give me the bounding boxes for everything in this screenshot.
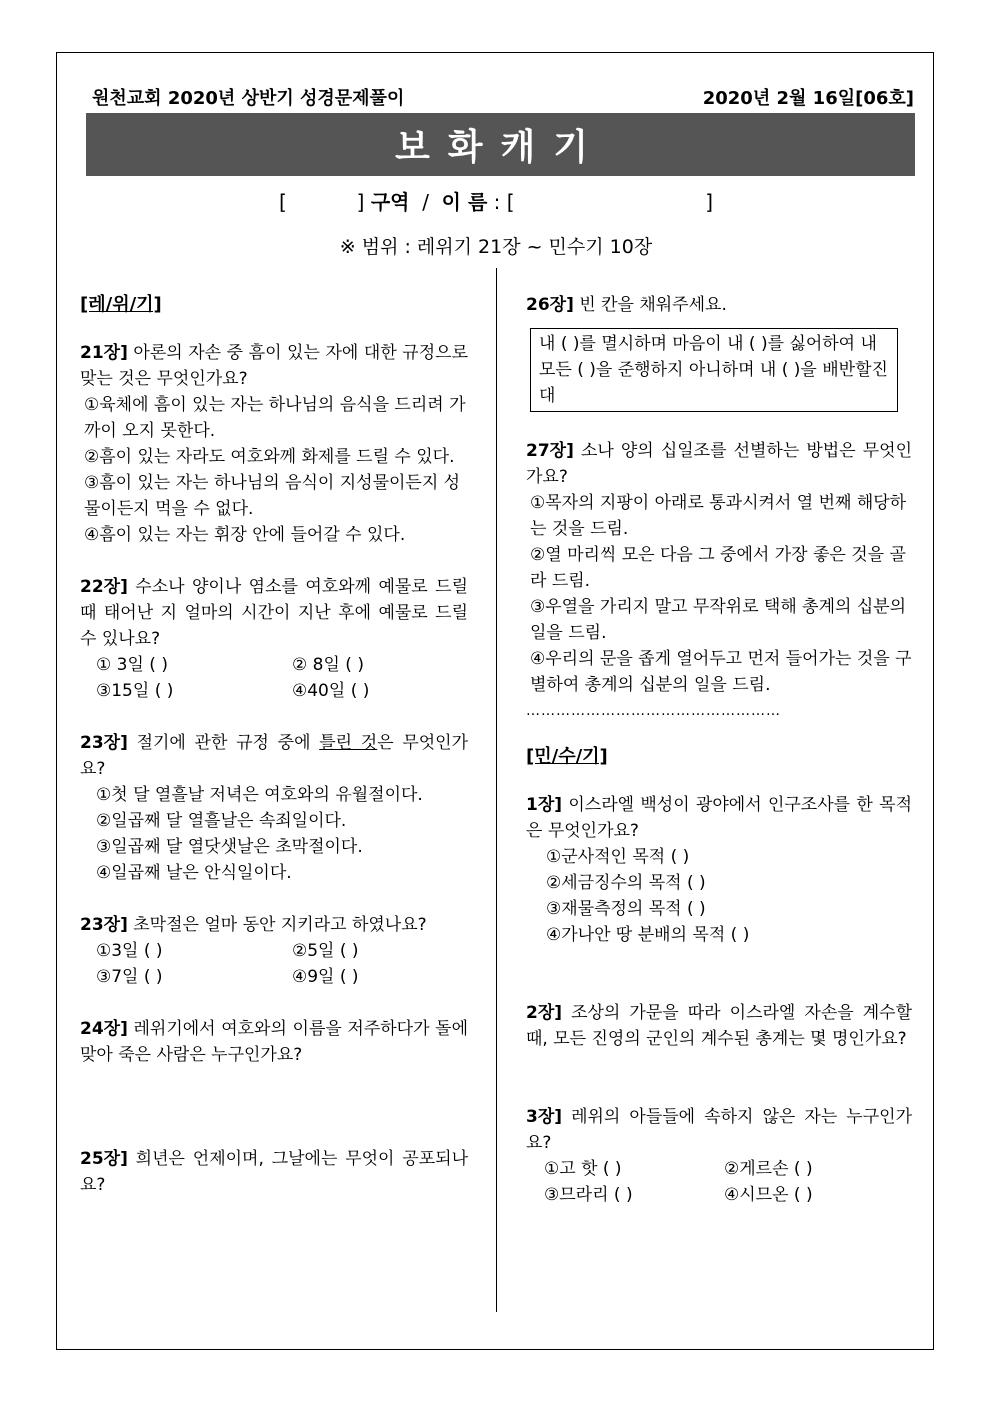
header-church-title: 원천교회 2020년 상반기 성경문제풀이 [92,88,405,109]
question-21: 21장] 아론의 자손 중 흠이 있는 자에 대한 규정으로 맞는 것은 무엇인가요? [80,343,468,389]
option[interactable]: ②일곱째 달 열흘날은 속죄일이다. [96,811,347,831]
option[interactable]: ④40일 ( ) [292,681,370,701]
option[interactable]: ①육체에 흠이 있는 자는 하나님의 음식을 드리려 가까이 오지 못한다. [84,395,466,441]
question-3: 3장] 레위의 아들들에 속하지 않은 자는 누구인가요? [526,1107,912,1153]
name-label: 이 름 [441,190,488,214]
dotted-separator: …………………………………………… [526,703,781,719]
option[interactable]: ①군사적인 목적 ( ) [546,847,690,867]
option[interactable]: ② 8일 ( ) [292,655,364,675]
header-date-issue: 2020년 2월 16일[06호] [702,88,914,109]
option[interactable]: ③흠이 있는 자는 하나님의 음식이 지성물이든지 성물이든지 먹을 수 없다. [84,473,461,519]
option[interactable]: ③15일 ( ) [96,681,174,701]
section-leviticus: [레/위/기] [80,294,162,315]
option[interactable]: ②5일 ( ) [292,941,359,961]
option[interactable]: ④우리의 문을 좁게 열어두고 먼저 들어가는 것을 구별하여 총계의 십분의 일을 드림. [530,649,912,695]
question-23a: 23장] 절기에 관한 규정 중에 틀린 것은 무엇인가요? [80,733,469,779]
option[interactable]: ③므라리 ( ) [544,1185,633,1205]
options-grid [526,1156,912,1208]
option[interactable]: ④일곱째 날은 안식일이다. [96,863,292,883]
option[interactable]: ③일곱째 달 열닷샛날은 초막절이다. [96,837,363,857]
page-title-banner: 보화캐기 [86,113,915,176]
option[interactable]: ②세금징수의 목적 ( ) [546,873,706,893]
option[interactable]: ④흠이 있는 자는 휘장 안에 들어갈 수 있다. [84,525,406,545]
option[interactable]: ①첫 달 열흘날 저녁은 여호와의 유월절이다. [96,785,423,805]
option[interactable]: ④가나안 땅 분배의 목적 ( ) [546,925,750,945]
column-divider [496,268,497,1312]
scope-range: ※ 범위 : 레위기 21장 ~ 민수기 10장 [339,236,653,258]
question-25: 25장] 희년은 언제이며, 그날에는 무엇이 공포되나요? [80,1149,468,1195]
options-grid [80,652,468,704]
district-blank[interactable]: [ ] [278,190,365,214]
section-numbers: [민/수/기] [526,746,608,767]
name-line: [ ] 구역 / 이 름 : [ ] [278,190,714,214]
name-blank[interactable]: : [ ] [487,190,714,214]
question-22: 22장] 수소나 양이나 염소를 여호와께 예물로 드릴 때 태어난 지 얼마의 시간이 지난 후에 예물로 드릴 수 있나요? [80,577,468,649]
question-27: 27장] 소나 양의 십일조를 선별하는 방법은 무엇인가요? [526,441,912,487]
fill-in-box[interactable]: 내 ( )를 멸시하며 마음이 내 ( )를 싫어하여 내 모든 ( )을 준행하지 아니하며 내 ( )을 배반할진대 [530,328,898,412]
option[interactable]: ①고 핫 ( ) [544,1159,622,1179]
option[interactable]: ③우열을 가리지 말고 무작위로 택해 총계의 십분의 일을 드림. [530,597,907,643]
option[interactable]: ②게르손 ( ) [724,1159,813,1179]
left-column [80,292,468,1198]
options-grid [80,938,468,990]
question-1: 1장] 이스라엘 백성이 광야에서 인구조사를 한 목적은 무엇인가요? [526,795,912,841]
question-24: 24장] 레위기에서 여호와의 이름을 저주하다가 돌에 맞아 죽은 사람은 누구인가요? [80,1019,468,1065]
question-26: 26장] 빈 칸을 채워주세요. [526,295,727,315]
question-2: 2장] 조상의 가문을 따라 이스라엘 자손을 계수할 때, 모든 진영의 군인의 계수된 총계는 몇 명인가요? [526,1003,912,1049]
option[interactable]: ②열 마리씩 모은 다음 그 중에서 가장 좋은 것을 골라 드림. [530,545,906,591]
option[interactable]: ③재물측정의 목적 ( ) [546,899,706,919]
option[interactable]: ④9일 ( ) [292,967,359,987]
option[interactable]: ④시므온 ( ) [724,1185,813,1205]
district-label: 구역 [370,190,410,214]
option[interactable]: ③7일 ( ) [96,967,163,987]
question-23b: 23장] 초막절은 얼마 동안 지키라고 하였나요? [80,915,427,935]
option[interactable]: ②흠이 있는 자라도 여호와께 화제를 드릴 수 있다. [84,447,455,467]
option[interactable]: ①목자의 지팡이 아래로 통과시켜서 열 번째 해당하는 것을 드림. [530,493,907,539]
option[interactable]: ① 3일 ( ) [96,655,168,675]
right-column [526,292,912,1208]
option[interactable]: ①3일 ( ) [96,941,163,961]
